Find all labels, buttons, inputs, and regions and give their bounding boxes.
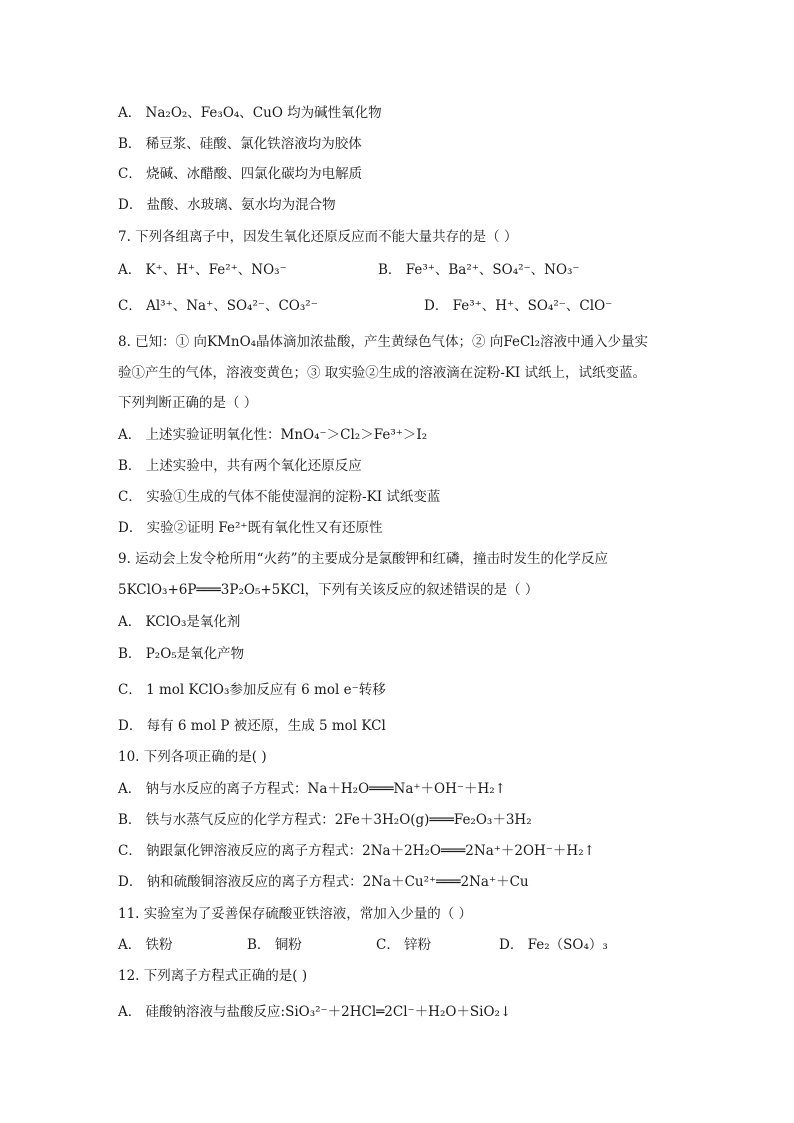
q7-option-a: A． K⁺、H⁺、Fe²⁺、NO₃⁻ (118, 262, 287, 278)
q11-option-a: A． 铁粉 (118, 937, 173, 953)
q6-option-d: D． 盐酸、水玻璃、氨水均为混合物 (118, 197, 336, 213)
q10-stem: 10. 下列各项正确的是( ) (118, 749, 267, 765)
q9-option-b: B． P₂O₅是氧化产物 (118, 646, 245, 662)
q7-option-d: D． Fe³⁺、H⁺、SO₄²⁻、ClO⁻ (424, 298, 613, 314)
q10-option-d: D． 钠和硫酸铜溶液反应的离子方程式：2Na＋Cu²⁺═══2Na⁺＋Cu (118, 874, 529, 890)
q9-stem-line-2: 5KClO₃+6P═══3P₂O₅+5KCl，下列有关该反应的叙述错误的是（ ） (118, 582, 539, 598)
q10-option-c: C． 钠跟氯化钾溶液反应的离子方程式：2Na＋2H₂O═══2Na⁺＋2OH⁻＋H₂↑ (118, 843, 595, 859)
q8-stem-line-3: 下列判断正确的是（ ） (118, 395, 258, 411)
q6-option-a: A． Na₂O₂、Fe₃O₄、CuO 均为碱性氧化物 (118, 105, 382, 121)
q10-option-b: B． 铁与水蒸气反应的化学方程式：2Fe＋3H₂O(g)═══Fe₂O₃＋3H₂ (118, 812, 532, 828)
q11-option-b: B． 铜粉 (247, 937, 302, 953)
q12-stem: 12. 下列离子方程式正确的是( ) (118, 968, 308, 984)
q6-option-b: B． 稀豆浆、硅酸、氯化铁溶液均为胶体 (118, 136, 362, 152)
q8-option-a: A． 上述实验证明氧化性：MnO₄⁻＞Cl₂＞Fe³⁺＞I₂ (118, 427, 428, 443)
q9-option-d: D． 每有 6 mol P 被还原，生成 5 mol KCl (118, 718, 386, 734)
q11-stem: 11. 实验室为了妥善保存硫酸亚铁溶液，常加入少量的（ ） (118, 906, 473, 922)
q10-option-a: A． 钠与水反应的离子方程式：Na＋H₂O═══Na⁺＋OH⁻＋H₂↑ (118, 781, 506, 797)
q8-stem-line-1: 8. 已知：① 向KMnO₄晶体滴加浓盐酸，产生黄绿色气体；② 向FeCl₂溶液中通入少量实 (118, 334, 649, 350)
q7-option-b: B． Fe³⁺、Ba²⁺、SO₄²⁻、NO₃⁻ (378, 262, 580, 278)
q9-option-a: A． KClO₃是氧化剂 (118, 614, 241, 630)
q7-option-c: C． Al³⁺、Na⁺、SO₄²⁻、CO₃²⁻ (118, 298, 318, 314)
q11-option-d: D． Fe₂（SO₄）₃ (499, 937, 608, 953)
q8-stem-line-2: 验①产生的气体，溶液变黄色；③ 取实验②生成的溶液滴在淀粉-KI 试纸上，试纸变蓝。 (118, 365, 647, 381)
q12-option-a: A． 硅酸钠溶液与盐酸反应:SiO₃²⁻＋2HCl═2Cl⁻＋H₂O＋SiO₂↓ (118, 1004, 512, 1020)
q8-option-b: B． 上述实验中，共有两个氧化还原反应 (118, 458, 362, 474)
q11-option-c: C． 锌粉 (376, 937, 432, 953)
q7-stem: 7. 下列各组离子中，因发生氧化还原反应而不能大量共存的是（ ） (118, 229, 518, 245)
q8-option-d: D． 实验②证明 Fe²⁺既有氧化性又有还原性 (118, 520, 383, 536)
q6-option-c: C． 烧碱、冰醋酸、四氯化碳均为电解质 (118, 166, 363, 182)
q9-option-c: C． 1 mol KClO₃参加反应有 6 mol e⁻转移 (118, 682, 386, 698)
q9-stem-line-1: 9. 运动会上发令枪所用“火药”的主要成分是氯酸钾和红磷，撞击时发生的化学反应 (118, 551, 608, 567)
q8-option-c: C． 实验①生成的气体不能使湿润的淀粉-KI 试纸变蓝 (118, 489, 441, 505)
